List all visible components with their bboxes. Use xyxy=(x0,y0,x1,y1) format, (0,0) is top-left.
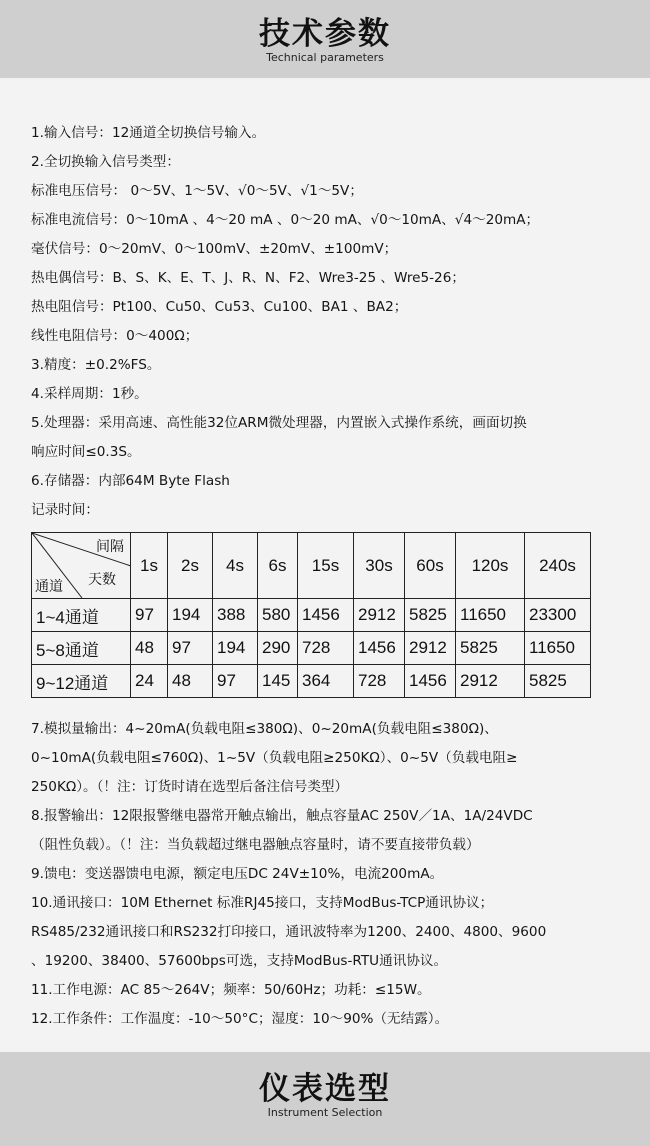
interval-header: 6s xyxy=(258,533,298,599)
spec-list xyxy=(31,119,631,525)
table-cell: 23300 xyxy=(525,599,591,632)
table-row xyxy=(32,665,591,698)
spec-line: 5.处理器：采用高速、高性能32位ARM微处理器，内置嵌入式操作系统，画面切换 xyxy=(31,415,527,431)
table-cell: 24 xyxy=(131,665,168,698)
table-cell: 5825 xyxy=(405,599,456,632)
spec-line: 10.通讯接口：10M Ethernet 标准RJ45接口，支持ModBus-TCP通讯协议； xyxy=(31,895,494,911)
row-label: 9~12通道 xyxy=(32,665,131,698)
interval-header: 240s xyxy=(525,533,591,599)
table-header-row xyxy=(32,533,591,599)
table-cell: 194 xyxy=(213,632,258,665)
table-cell: 728 xyxy=(354,665,405,698)
section-title: 仪表选型 xyxy=(259,1071,391,1107)
spec-line: 热电阻信号：Pt100、Cu50、Cu53、Cu100、BA1 、BA2； xyxy=(31,299,408,315)
table-cell: 728 xyxy=(298,632,354,665)
spec-line: 12.工作条件：工作温度：-10～50°C；湿度：10～90%（无结露）。 xyxy=(31,1011,449,1027)
interval-header: 30s xyxy=(354,533,405,599)
section-title: 技术参数 xyxy=(259,16,391,52)
table-cell: 1456 xyxy=(298,599,354,632)
spec-line: RS485/232通讯接口和RS232打印接口，通讯波特率为1200、2400、4800、9600 xyxy=(31,924,547,940)
spec-line: 7.模拟量输出：4~20mA(负载电阻≤380Ω)、0~20mA(负载电阻≤380Ω)、 xyxy=(31,721,498,737)
spec-line: 标准电压信号： 0～5V、1～5V、√0～5V、√1～5V； xyxy=(31,183,363,199)
table-cell: 97 xyxy=(168,632,213,665)
interval-header: 60s xyxy=(405,533,456,599)
table-cell: 97 xyxy=(213,665,258,698)
spec-line: 标准电流信号：0～10mA 、4～20 mA 、0～20 mA、√0～10mA、√4～20mA； xyxy=(31,212,540,228)
spec-line: 记录时间： xyxy=(31,502,99,518)
spec-line: 3.精度：±0.2%FS。 xyxy=(31,357,161,373)
spec-line: 0~10mA(负载电阻≤760Ω)、1~5V（负载电阻≥250KΩ）、0~5V（负载电阻≥ xyxy=(31,750,518,766)
section-banner-selection xyxy=(0,1052,650,1146)
section-subtitle: Technical parameters xyxy=(266,51,384,64)
table-cell: 2912 xyxy=(405,632,456,665)
spec-line: 4.采样周期：1秒。 xyxy=(31,386,148,402)
table-cell: 11650 xyxy=(456,599,525,632)
spec-line: （阻性负载）。（！注：当负载超过继电器触点容量时，请不要直接带负载） xyxy=(31,837,480,853)
table-cell: 97 xyxy=(131,599,168,632)
table-cell: 364 xyxy=(298,665,354,698)
spec-line: 6.存储器：内部64M Byte Flash xyxy=(31,473,230,489)
interval-header: 4s xyxy=(213,533,258,599)
table-cell: 290 xyxy=(258,632,298,665)
table-corner-cell xyxy=(32,533,131,599)
table-cell: 1456 xyxy=(405,665,456,698)
spec-line: 响应时间≤0.3S。 xyxy=(31,444,141,460)
spec-line: 线性电阻信号：0～400Ω； xyxy=(31,328,199,344)
corner-label-channel: 通道 xyxy=(35,578,63,594)
spec-line: 11.工作电源：AC 85～264V；频率：50/60Hz；功耗：≤15W。 xyxy=(31,982,431,998)
spec-line: 1.输入信号：12通道全切换信号输入。 xyxy=(31,125,266,141)
table-cell: 388 xyxy=(213,599,258,632)
record-time-table xyxy=(31,532,591,698)
spec-line: 8.报警输出：12限报警继电器常开触点输出，触点容量AC 250V／1A、1A/24VDC xyxy=(31,808,533,824)
spec-line: 、19200、38400、57600bps可选，支持ModBus-RTU通讯协议。 xyxy=(31,953,448,969)
section-subtitle: Instrument Selection xyxy=(267,1106,383,1119)
spec-line: 2.全切换输入信号类型： xyxy=(31,154,180,170)
table-cell: 48 xyxy=(131,632,168,665)
interval-header: 2s xyxy=(168,533,213,599)
interval-header: 120s xyxy=(456,533,525,599)
table-row xyxy=(32,632,591,665)
table-cell: 1456 xyxy=(354,632,405,665)
table-cell: 145 xyxy=(258,665,298,698)
table-cell: 48 xyxy=(168,665,213,698)
spec-line: 热电偶信号：B、S、K、E、T、J、R、N、F2、Wre3-25 、Wre5-26； xyxy=(31,270,465,286)
table-cell: 5825 xyxy=(525,665,591,698)
corner-label-interval: 间隔 xyxy=(96,538,124,554)
row-label: 5~8通道 xyxy=(32,632,131,665)
interval-header: 15s xyxy=(298,533,354,599)
table-row xyxy=(32,599,591,632)
spec-line: 毫伏信号：0～20mV、0～100mV、±20mV、±100mV； xyxy=(31,241,398,257)
row-label: 1~4通道 xyxy=(32,599,131,632)
spec-line: 250KΩ）。（！注：订货时请在选型后备注信号类型） xyxy=(31,779,349,795)
table-cell: 2912 xyxy=(354,599,405,632)
section-banner-technical xyxy=(0,0,650,78)
spec-list-continued xyxy=(31,715,631,1034)
table-cell: 580 xyxy=(258,599,298,632)
table-cell: 2912 xyxy=(456,665,525,698)
table-cell: 194 xyxy=(168,599,213,632)
table-cell: 11650 xyxy=(525,632,591,665)
spec-line: 9.馈电：变送器馈电电源，额定电压DC 24V±10%，电流200mA。 xyxy=(31,866,444,882)
table-cell: 5825 xyxy=(456,632,525,665)
interval-header: 1s xyxy=(131,533,168,599)
corner-label-days: 天数 xyxy=(88,571,116,587)
